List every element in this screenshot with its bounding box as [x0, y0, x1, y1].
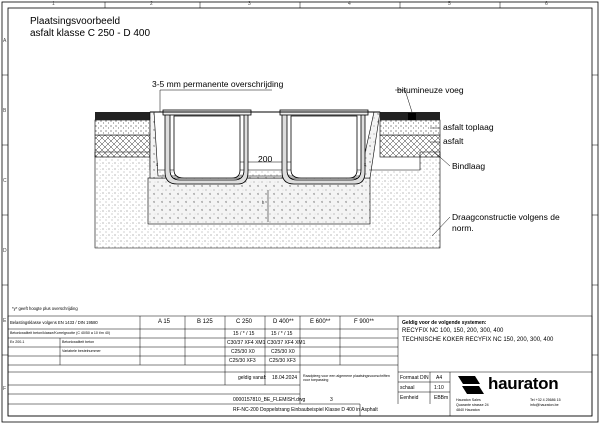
c250-spec: 15 / * / 15 — [233, 331, 255, 337]
row3-label: Ex 200-1 — [10, 340, 25, 344]
class-b125: B 125 — [197, 319, 213, 325]
unit-label: Eenheid — [400, 395, 419, 401]
load-class-label: Belastingsklasse volgens EN 1433 / DIN 19580 — [10, 320, 98, 325]
sheet-number: 3 — [330, 397, 333, 403]
border-letter: E — [3, 318, 7, 324]
valid-from-date: 18.04.2024 — [272, 375, 298, 381]
border-letter: F — [3, 386, 7, 392]
channel-right — [280, 110, 368, 184]
bitumen-joint — [408, 113, 416, 120]
valid-from-label: geldig vanaf: — [238, 375, 267, 381]
border-letter: B — [3, 108, 7, 114]
x-mark-left: x — [156, 162, 159, 167]
company-email: info@hauraton.be — [530, 403, 559, 407]
notice-text: Raadpleeg voor een algemene plaatsingsvoorschriften voor toepassing — [303, 374, 390, 382]
unit-value: EBBm — [434, 395, 449, 401]
asphalt-label: asfalt — [443, 136, 464, 146]
d400-bed: C25/30 X0 — [271, 349, 295, 355]
border-letter: A — [3, 38, 7, 44]
border-letter: C — [3, 178, 7, 184]
border-number: 1 — [52, 1, 55, 7]
class-a15: A 15 — [158, 319, 171, 325]
d400-concrete: C30/37 XF4 XM1 — [267, 340, 306, 346]
systems-line2: TECHNISCHE KOKER RECYFIX NC 150, 200, 300, 400 — [402, 337, 554, 343]
file-name: 0000157810_BE_FLEMISH.dwg — [233, 397, 306, 403]
scale-label: schaal — [400, 385, 415, 391]
logo-icon — [458, 376, 484, 394]
format-value: A4 — [436, 375, 443, 381]
overschrijding-label: 3-5 mm permanente overschrijding — [152, 79, 284, 89]
border-number: 5 — [448, 1, 451, 7]
border-number: 2 — [150, 1, 153, 7]
dimension-200: 200 — [258, 154, 273, 164]
base-structure-label-2: norm. — [452, 223, 474, 233]
company-address-1: Hauraton Sales — [456, 398, 481, 402]
class-c250: C 250 — [236, 319, 253, 325]
asphalt-left — [95, 120, 150, 135]
bitumen-joint-label: bitumineuze voeg — [397, 85, 464, 95]
class-d400: D 400** — [273, 319, 294, 325]
d400-base: C25/30 XF3 — [269, 358, 296, 364]
class-e600: E 600** — [310, 319, 331, 325]
row3-sub: Betonkwaliteit beton — [62, 340, 95, 344]
company-address-3: 4840 Hauraton — [456, 408, 480, 412]
concrete-spec-label: Betonkwaliteit beton/klasse/Korrelgrootte (C 40/50 a 10 t/m 40) — [10, 331, 111, 335]
scale-value: 1:10 — [434, 385, 444, 391]
binder-layer-label: Bindlaag — [452, 161, 486, 171]
base-structure-label-1: Draagconstructie volgens de — [452, 212, 560, 222]
binder-left — [95, 135, 150, 157]
hauraton-logo: hauraton — [488, 374, 559, 393]
border-letter: D — [3, 248, 7, 254]
asphalt-right — [380, 120, 440, 135]
channel-left — [163, 110, 251, 184]
company-address-2: Quarante strasse 24 — [456, 403, 489, 407]
format-label: Formaat DIN — [400, 375, 429, 381]
systems-title: Geldig voor de volgende systemen: — [402, 320, 487, 326]
h-mark: h — [262, 200, 265, 205]
systems-line1: RECYFIX NC 100, 150, 200, 300, 400 — [402, 328, 504, 334]
c250-base: C25/30 XF3 — [229, 358, 256, 364]
toplayer-left — [95, 112, 150, 120]
binder-right — [380, 135, 440, 157]
drawing-title-line1: Plaatsingsvoorbeeld — [30, 16, 121, 27]
drawing-title-line2: asfalt klasse C 250 - D 400 — [30, 28, 151, 39]
border-number: 6 — [545, 1, 548, 7]
d400-spec: 15 / * / 15 — [271, 331, 293, 337]
footnote: *y* geeft hoogte plus overschrijding — [12, 306, 78, 311]
border-number: 3 — [248, 1, 251, 7]
border-number: 4 — [348, 1, 351, 7]
c250-concrete: C30/37 XF4 XM1 — [227, 340, 266, 346]
company-telephone: Tel +32 4 25686 15 — [530, 398, 561, 402]
class-f900: F 900** — [354, 319, 375, 325]
asphalt-toplayer-label: asfalt toplaag — [443, 122, 494, 132]
c250-bed: C25/30 X0 — [231, 349, 255, 355]
drawing-code-title: RF-NC-200 Doppelstrang Einbaubeispiel Klasse D 400 in Asphalt — [233, 407, 378, 413]
x-mark-right: x — [364, 162, 367, 167]
row4-label: Variabele bestelnummer — [62, 349, 101, 353]
concrete-bed — [148, 178, 370, 224]
